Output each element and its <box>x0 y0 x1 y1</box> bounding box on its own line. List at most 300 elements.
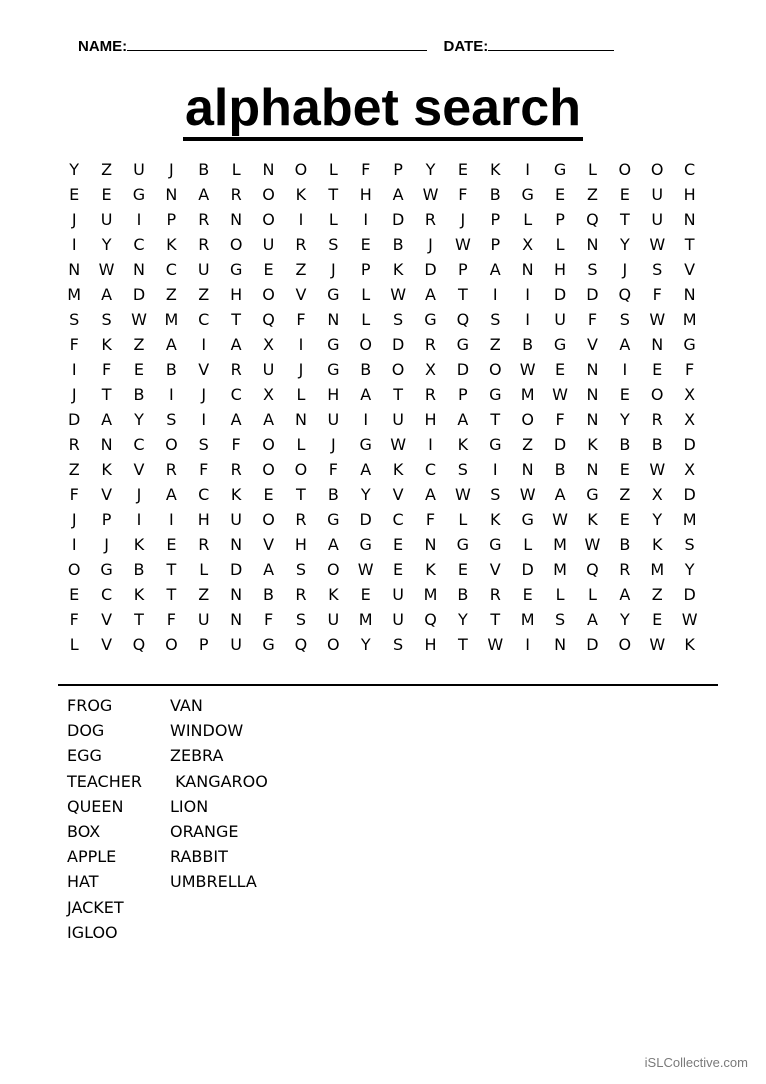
grid-cell[interactable]: M <box>423 585 438 604</box>
grid-cell[interactable]: B <box>263 585 275 604</box>
grid-cell[interactable]: F <box>69 335 79 354</box>
grid-cell[interactable]: E <box>360 585 371 604</box>
grid-cell[interactable]: B <box>619 535 631 554</box>
grid-cell[interactable]: D <box>391 210 405 229</box>
grid-cell[interactable]: K <box>457 435 469 454</box>
grid-cell[interactable]: K <box>587 510 598 529</box>
grid-cell[interactable]: R <box>68 435 80 454</box>
grid-cell[interactable]: B <box>619 435 631 454</box>
grid-cell[interactable]: O <box>618 160 632 179</box>
grid-cell[interactable]: W <box>487 635 504 654</box>
grid-cell[interactable]: K <box>490 160 501 179</box>
grid-cell[interactable]: V <box>489 560 501 579</box>
grid-cell[interactable]: L <box>361 310 371 329</box>
grid-cell[interactable]: T <box>457 635 468 654</box>
grid-cell[interactable]: S <box>101 310 112 329</box>
grid-cell[interactable]: Q <box>456 310 470 329</box>
grid-cell[interactable]: F <box>101 360 112 379</box>
grid-cell[interactable]: S <box>166 410 177 429</box>
grid-cell[interactable]: S <box>619 310 630 329</box>
grid-cell[interactable]: R <box>230 360 242 379</box>
grid-cell[interactable]: S <box>587 260 598 279</box>
grid-cell[interactable]: I <box>298 335 304 354</box>
grid-cell[interactable]: J <box>330 435 336 454</box>
grid-cell[interactable]: K <box>101 335 112 354</box>
grid-cell[interactable]: Z <box>198 285 210 304</box>
grid-cell[interactable]: F <box>458 185 468 204</box>
grid-cell[interactable]: B <box>133 385 145 404</box>
grid-cell[interactable]: E <box>555 360 566 379</box>
grid-cell[interactable]: U <box>230 635 242 654</box>
grid-cell[interactable]: N <box>294 410 307 429</box>
grid-cell[interactable]: E <box>652 360 663 379</box>
grid-cell[interactable]: G <box>229 260 243 279</box>
grid-cell[interactable]: E <box>522 585 533 604</box>
grid-cell[interactable]: G <box>489 535 502 554</box>
grid-cell[interactable]: S <box>457 460 468 479</box>
grid-cell[interactable]: L <box>523 210 533 229</box>
grid-cell[interactable]: B <box>651 435 663 454</box>
grid-cell[interactable]: A <box>619 335 631 354</box>
grid-cell[interactable]: N <box>521 260 534 279</box>
grid-cell[interactable]: Q <box>424 610 437 629</box>
grid-cell[interactable]: P <box>555 210 565 229</box>
grid-cell[interactable]: R <box>651 410 663 429</box>
grid-cell[interactable]: N <box>586 235 599 254</box>
grid-cell[interactable]: R <box>424 210 437 229</box>
grid-cell[interactable]: F <box>425 510 436 529</box>
grid-cell[interactable]: G <box>132 185 146 204</box>
grid-cell[interactable]: R <box>198 235 210 254</box>
grid-cell[interactable]: I <box>363 410 369 429</box>
grid-cell[interactable]: O <box>165 435 178 454</box>
grid-cell[interactable]: E <box>619 385 630 404</box>
grid-cell[interactable]: J <box>136 485 142 504</box>
grid-cell[interactable]: Q <box>586 210 599 229</box>
grid-cell[interactable]: Z <box>198 585 210 604</box>
grid-cell[interactable]: Q <box>132 635 146 654</box>
grid-cell[interactable]: E <box>619 460 630 479</box>
grid-cell[interactable]: W <box>422 185 439 204</box>
grid-cell[interactable]: N <box>651 335 664 354</box>
grid-cell[interactable]: G <box>489 435 502 454</box>
grid-cell[interactable]: K <box>392 460 404 479</box>
grid-cell[interactable]: G <box>100 560 113 579</box>
grid-cell[interactable]: K <box>490 510 501 529</box>
grid-cell[interactable]: A <box>165 335 177 354</box>
grid-cell[interactable]: O <box>327 560 340 579</box>
grid-cell[interactable]: J <box>71 510 77 529</box>
grid-cell[interactable]: F <box>69 485 79 504</box>
grid-cell[interactable]: K <box>684 635 695 654</box>
grid-cell[interactable]: L <box>328 160 338 179</box>
grid-cell[interactable]: T <box>134 610 144 629</box>
grid-cell[interactable]: T <box>231 310 242 329</box>
grid-cell[interactable]: J <box>622 260 628 279</box>
grid-cell[interactable]: E <box>263 260 274 279</box>
grid-cell[interactable]: I <box>169 385 174 404</box>
grid-cell[interactable]: S <box>295 610 306 629</box>
grid-cell[interactable]: D <box>586 285 599 304</box>
grid-cell[interactable]: A <box>230 410 242 429</box>
grid-cell[interactable]: N <box>683 285 696 304</box>
grid-cell[interactable]: T <box>619 210 630 229</box>
grid-cell[interactable]: I <box>136 510 142 529</box>
grid-cell[interactable]: D <box>683 585 696 604</box>
grid-cell[interactable]: C <box>165 260 177 279</box>
grid-cell[interactable]: Z <box>619 485 631 504</box>
grid-cell[interactable]: S <box>554 610 566 629</box>
grid-cell[interactable]: E <box>69 585 80 604</box>
grid-cell[interactable]: W <box>584 535 601 554</box>
grid-cell[interactable]: O <box>650 385 664 404</box>
grid-cell[interactable]: R <box>424 385 437 404</box>
grid-cell[interactable]: N <box>165 185 178 204</box>
grid-cell[interactable]: L <box>458 510 468 529</box>
grid-cell[interactable]: A <box>360 385 372 404</box>
grid-cell[interactable]: I <box>71 360 77 379</box>
grid-cell[interactable]: N <box>586 385 599 404</box>
grid-cell[interactable]: Y <box>457 610 468 629</box>
grid-cell[interactable]: K <box>230 485 242 504</box>
grid-cell[interactable]: D <box>229 560 243 579</box>
grid-cell[interactable]: T <box>457 285 468 304</box>
grid-cell[interactable]: K <box>295 185 307 204</box>
grid-cell[interactable]: J <box>201 385 207 404</box>
grid-cell[interactable]: N <box>100 435 113 454</box>
grid-cell[interactable]: B <box>392 235 404 254</box>
grid-cell[interactable]: O <box>262 460 275 479</box>
grid-cell[interactable]: U <box>651 185 664 204</box>
grid-cell[interactable]: Q <box>262 310 275 329</box>
grid-cell[interactable]: B <box>165 360 177 379</box>
grid-cell[interactable]: O <box>262 210 275 229</box>
grid-cell[interactable]: M <box>520 385 535 404</box>
grid-cell[interactable]: U <box>262 360 275 379</box>
grid-cell[interactable]: Y <box>425 160 436 179</box>
grid-cell[interactable]: F <box>231 435 241 454</box>
grid-cell[interactable]: G <box>327 360 340 379</box>
grid-cell[interactable]: F <box>685 360 695 379</box>
grid-cell[interactable]: Z <box>165 285 177 304</box>
grid-cell[interactable]: V <box>295 285 307 304</box>
grid-cell[interactable]: Y <box>101 235 112 254</box>
grid-cell[interactable]: X <box>425 360 436 379</box>
grid-cell[interactable]: P <box>458 385 468 404</box>
grid-cell[interactable]: N <box>230 585 243 604</box>
grid-cell[interactable]: K <box>133 535 145 554</box>
grid-cell[interactable]: D <box>683 435 696 454</box>
grid-cell[interactable]: H <box>327 385 340 404</box>
grid-cell[interactable]: F <box>199 460 209 479</box>
grid-cell[interactable]: I <box>169 510 174 529</box>
grid-cell[interactable]: J <box>330 260 336 279</box>
grid-cell[interactable]: M <box>650 560 665 579</box>
grid-cell[interactable]: Y <box>652 510 663 529</box>
grid-cell[interactable]: H <box>230 285 243 304</box>
grid-cell[interactable]: P <box>393 160 403 179</box>
grid-cell[interactable]: X <box>651 485 663 504</box>
grid-cell[interactable]: E <box>555 185 566 204</box>
grid-cell[interactable]: O <box>262 285 275 304</box>
grid-cell[interactable]: S <box>393 635 404 654</box>
grid-cell[interactable]: W <box>98 260 115 279</box>
grid-cell[interactable]: Z <box>133 335 145 354</box>
grid-cell[interactable]: Z <box>68 460 80 479</box>
grid-cell[interactable]: I <box>622 360 628 379</box>
grid-cell[interactable]: F <box>652 285 662 304</box>
grid-cell[interactable]: N <box>683 210 696 229</box>
grid-cell[interactable]: E <box>360 235 371 254</box>
grid-cell[interactable]: K <box>101 460 112 479</box>
grid-cell[interactable]: A <box>101 410 113 429</box>
grid-cell[interactable]: I <box>201 410 207 429</box>
grid-cell[interactable]: O <box>327 635 340 654</box>
grid-cell[interactable]: F <box>166 610 176 629</box>
grid-cell[interactable]: U <box>197 260 210 279</box>
grid-cell[interactable]: P <box>166 210 177 229</box>
grid-cell[interactable]: A <box>198 185 210 204</box>
grid-cell[interactable]: D <box>553 285 567 304</box>
grid-cell[interactable]: M <box>164 310 179 329</box>
grid-cell[interactable]: N <box>327 310 340 329</box>
grid-cell[interactable]: F <box>69 610 79 629</box>
grid-cell[interactable]: E <box>393 560 404 579</box>
grid-cell[interactable]: K <box>587 435 598 454</box>
grid-cell[interactable]: C <box>684 160 696 179</box>
grid-cell[interactable]: S <box>69 310 80 329</box>
grid-cell[interactable]: G <box>683 335 696 354</box>
grid-cell[interactable]: W <box>519 485 536 504</box>
grid-cell[interactable]: I <box>525 160 531 179</box>
grid-cell[interactable]: Q <box>586 560 599 579</box>
grid-cell[interactable]: P <box>490 235 501 254</box>
grid-cell[interactable]: R <box>295 585 307 604</box>
grid-cell[interactable]: Q <box>294 635 308 654</box>
grid-cell[interactable]: X <box>522 235 534 254</box>
grid-cell[interactable]: A <box>554 485 566 504</box>
grid-cell[interactable]: T <box>296 485 306 504</box>
grid-cell[interactable]: O <box>618 635 632 654</box>
grid-cell[interactable]: D <box>521 560 534 579</box>
grid-cell[interactable]: O <box>229 235 243 254</box>
grid-cell[interactable]: L <box>555 235 565 254</box>
grid-cell[interactable]: I <box>71 535 77 554</box>
grid-cell[interactable]: L <box>328 210 338 229</box>
grid-cell[interactable]: V <box>101 635 113 654</box>
grid-cell[interactable]: R <box>230 185 242 204</box>
grid-cell[interactable]: H <box>197 510 210 529</box>
grid-cell[interactable]: E <box>619 510 630 529</box>
grid-cell[interactable]: N <box>586 410 599 429</box>
grid-cell[interactable]: X <box>684 460 696 479</box>
grid-cell[interactable]: N <box>521 460 534 479</box>
grid-cell[interactable]: N <box>586 460 599 479</box>
grid-cell[interactable]: D <box>359 510 372 529</box>
grid-cell[interactable]: I <box>71 235 77 254</box>
grid-cell[interactable]: U <box>100 210 113 229</box>
grid-cell[interactable]: Z <box>489 335 501 354</box>
grid-cell[interactable]: Z <box>586 185 598 204</box>
grid-cell[interactable]: U <box>554 310 566 329</box>
grid-cell[interactable]: Y <box>360 635 371 654</box>
grid-cell[interactable]: D <box>553 435 567 454</box>
grid-cell[interactable]: D <box>424 260 437 279</box>
grid-cell[interactable]: G <box>489 385 502 404</box>
grid-cell[interactable]: L <box>587 160 597 179</box>
grid-cell[interactable]: T <box>166 585 177 604</box>
grid-cell[interactable]: G <box>553 160 567 179</box>
grid-cell[interactable]: U <box>392 610 404 629</box>
grid-cell[interactable]: T <box>490 610 501 629</box>
grid-cell[interactable]: N <box>554 635 567 654</box>
grid-cell[interactable]: W <box>649 635 666 654</box>
grid-cell[interactable]: O <box>294 160 308 179</box>
grid-cell[interactable]: Y <box>69 160 80 179</box>
grid-cell[interactable]: O <box>521 410 534 429</box>
grid-cell[interactable]: A <box>230 335 242 354</box>
grid-cell[interactable]: I <box>201 335 207 354</box>
grid-cell[interactable]: R <box>230 460 242 479</box>
grid-cell[interactable]: W <box>519 360 536 379</box>
grid-cell[interactable]: C <box>230 385 242 404</box>
grid-cell[interactable]: L <box>296 385 306 404</box>
grid-cell[interactable]: O <box>262 510 275 529</box>
grid-cell[interactable]: C <box>101 585 113 604</box>
grid-cell[interactable]: F <box>328 460 338 479</box>
grid-cell[interactable]: S <box>490 310 501 329</box>
grid-cell[interactable]: F <box>555 410 565 429</box>
grid-cell[interactable]: A <box>263 410 275 429</box>
grid-cell[interactable]: P <box>360 260 371 279</box>
grid-cell[interactable]: I <box>492 460 498 479</box>
grid-cell[interactable]: K <box>651 535 663 554</box>
grid-cell[interactable]: M <box>553 535 567 554</box>
grid-cell[interactable]: A <box>101 285 113 304</box>
grid-cell[interactable]: K <box>425 560 436 579</box>
grid-cell[interactable]: O <box>488 360 502 379</box>
grid-cell[interactable]: B <box>554 460 566 479</box>
grid-cell[interactable]: I <box>363 210 369 229</box>
grid-cell[interactable]: C <box>133 435 145 454</box>
grid-cell[interactable]: R <box>198 535 210 554</box>
grid-cell[interactable]: M <box>520 610 535 629</box>
grid-cell[interactable]: R <box>619 560 631 579</box>
grid-cell[interactable]: M <box>553 560 567 579</box>
grid-cell[interactable]: B <box>327 485 339 504</box>
grid-cell[interactable]: G <box>521 510 534 529</box>
grid-cell[interactable]: V <box>133 460 145 479</box>
grid-cell[interactable]: S <box>328 235 339 254</box>
grid-cell[interactable]: W <box>454 485 471 504</box>
grid-cell[interactable]: Z <box>651 585 663 604</box>
grid-cell[interactable]: V <box>263 535 275 554</box>
grid-cell[interactable]: D <box>683 485 696 504</box>
grid-cell[interactable]: E <box>133 360 145 379</box>
grid-cell[interactable]: E <box>166 535 177 554</box>
grid-cell[interactable]: W <box>357 560 374 579</box>
grid-cell[interactable]: W <box>681 610 698 629</box>
grid-cell[interactable]: G <box>359 535 372 554</box>
grid-cell[interactable]: U <box>197 610 210 629</box>
grid-cell[interactable]: G <box>553 335 567 354</box>
grid-cell[interactable]: H <box>424 410 437 429</box>
grid-cell[interactable]: W <box>390 435 407 454</box>
grid-cell[interactable]: E <box>101 185 112 204</box>
grid-cell[interactable]: Y <box>619 610 630 629</box>
grid-cell[interactable]: K <box>133 585 145 604</box>
grid-cell[interactable]: V <box>684 260 696 279</box>
grid-cell[interactable]: I <box>298 210 304 229</box>
grid-cell[interactable]: M <box>682 310 697 329</box>
grid-cell[interactable]: R <box>489 585 501 604</box>
grid-cell[interactable]: T <box>393 385 403 404</box>
grid-cell[interactable]: J <box>298 360 304 379</box>
grid-cell[interactable]: N <box>586 360 599 379</box>
grid-cell[interactable]: C <box>424 460 437 479</box>
grid-cell[interactable]: L <box>523 535 533 554</box>
grid-cell[interactable]: D <box>68 410 81 429</box>
grid-cell[interactable]: S <box>393 310 404 329</box>
grid-cell[interactable]: B <box>133 560 145 579</box>
grid-cell[interactable]: J <box>71 385 77 404</box>
grid-cell[interactable]: W <box>552 510 568 529</box>
grid-cell[interactable]: O <box>294 460 308 479</box>
grid-cell[interactable]: B <box>489 185 501 204</box>
grid-cell[interactable]: J <box>169 160 174 179</box>
grid-cell[interactable]: N <box>230 535 243 554</box>
grid-cell[interactable]: E <box>263 485 274 504</box>
grid-cell[interactable]: U <box>262 235 275 254</box>
grid-cell[interactable]: I <box>525 310 531 329</box>
grid-cell[interactable]: X <box>684 410 696 429</box>
grid-cell[interactable]: H <box>424 635 437 654</box>
grid-cell[interactable]: A <box>263 560 275 579</box>
grid-cell[interactable]: R <box>424 335 437 354</box>
grid-cell[interactable]: A <box>360 460 372 479</box>
grid-cell[interactable]: P <box>101 510 112 529</box>
grid-cell[interactable]: G <box>327 335 340 354</box>
grid-cell[interactable]: O <box>650 160 664 179</box>
grid-cell[interactable]: G <box>262 635 275 654</box>
grid-cell[interactable]: Q <box>618 285 632 304</box>
grid-cell[interactable]: E <box>619 185 630 204</box>
grid-cell[interactable]: S <box>198 435 209 454</box>
grid-cell[interactable]: D <box>132 285 146 304</box>
grid-cell[interactable]: X <box>684 385 696 404</box>
grid-cell[interactable]: G <box>359 435 372 454</box>
grid-cell[interactable]: E <box>457 560 468 579</box>
grid-cell[interactable]: O <box>391 360 405 379</box>
grid-cell[interactable]: J <box>428 235 433 254</box>
grid-cell[interactable]: F <box>361 160 371 179</box>
grid-cell[interactable]: A <box>165 485 177 504</box>
grid-cell[interactable]: S <box>490 485 501 504</box>
grid-cell[interactable]: G <box>456 535 470 554</box>
grid-cell[interactable]: O <box>165 635 178 654</box>
grid-cell[interactable]: B <box>457 585 469 604</box>
grid-cell[interactable]: R <box>295 510 307 529</box>
grid-cell[interactable]: S <box>684 535 695 554</box>
grid-cell[interactable]: M <box>682 510 697 529</box>
grid-cell[interactable]: X <box>263 385 275 404</box>
grid-cell[interactable]: Z <box>101 160 113 179</box>
grid-cell[interactable]: T <box>490 410 501 429</box>
grid-cell[interactable]: L <box>199 560 209 579</box>
grid-cell[interactable]: A <box>425 485 436 504</box>
grid-cell[interactable]: S <box>295 560 306 579</box>
grid-cell[interactable]: B <box>198 160 210 179</box>
